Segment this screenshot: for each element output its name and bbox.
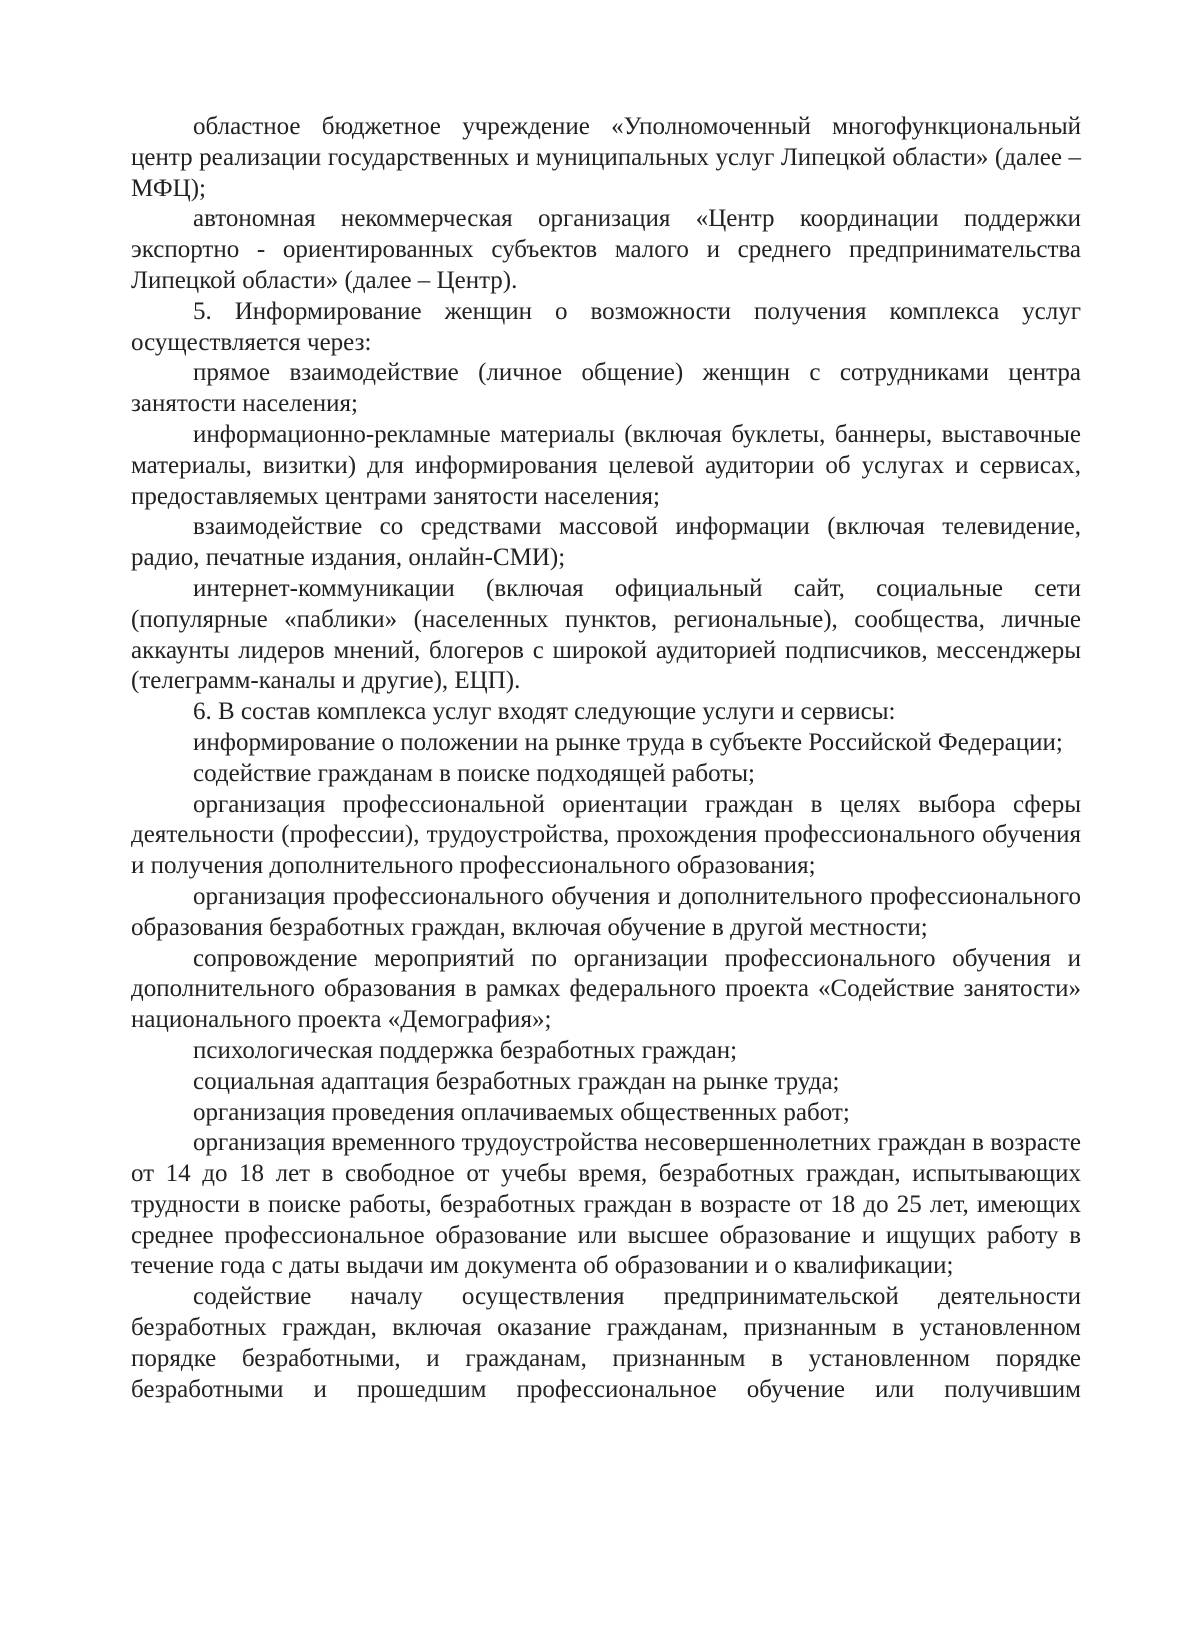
paragraph-internet: интернет-коммуникации (включая официальный сайт, социальные сети (популярные «паблики» (населенных пунктов, региональные), сообщества, личные аккаунты лидеров мнений, блогеров с широкой аудиторией подписчиков, мессенджеры (телеграмм-каналы и другие), ЕЦП). — [131, 574, 1081, 695]
paragraph-training-support: сопровождение мероприятий по организации профессионального обучения и дополнительного образования в рамках федерального проекта «Содействие занятости» национального проекта «Демография»; — [131, 944, 1081, 1034]
paragraph-public-works: организация проведения оплачиваемых общественных работ; — [193, 1098, 850, 1126]
paragraph-ad-materials: информационно-рекламные материалы (включая буклеты, баннеры, выставочные материалы, визитки) для информирования целевой аудитории об услугах и сервисах, предоставляемых центрами занятости населения; — [131, 420, 1081, 510]
paragraph-social-adaptation: социальная адаптация безработных граждан на рынке труда; — [193, 1067, 840, 1095]
paragraph-temporary-employment: организация временного трудоустройства несовершеннолетних граждан в возрасте от 14 до 18 лет в свободное от учебы время, безработных граждан, испытывающих трудности в поиске работы, безработных граждан в возрасте от 18 до 25 лет, имеющих среднее профессиональное образование или высшее образование и ищущих работу в течение года с даты выдачи им документа об образовании и о квалификации; — [131, 1129, 1081, 1280]
paragraph-export-center: автономная некоммерческая организация «Центр координации поддержки экспортно - ориентированных субъектов малого и среднего предпринимательства Липецкой области» (далее – Центр). — [131, 205, 1081, 294]
paragraph-job-search: содействие гражданам в поиске подходящей работы; — [193, 759, 755, 787]
paragraph-career-guidance: организация профессиональной ориентации граждан в целях выбора сферы деятельности (профессии), трудоустройства, прохождения профессионального обучения и получения дополнительного профессионального образования; — [131, 790, 1081, 880]
paragraph-mfc: областное бюджетное учреждение «Уполномоченный многофункциональный центр реализации государственных и муниципальных услуг Липецкой области» (далее – МФЦ); — [131, 113, 1081, 202]
paragraph-mass-media: взаимодействие со средствами массовой информации (включая телевидение, радио, печатные издания, онлайн-СМИ); — [131, 513, 1081, 572]
paragraph-direct-interaction: прямое взаимодействие (личное общение) женщин с сотрудниками центра занятости населения; — [131, 359, 1081, 418]
paragraph-entrepreneurship: содействие началу осуществления предпринимательской деятельности безработных граждан, включая оказание гражданам, признанным в установленном порядке безработными, и гражданам, признанным в установленном порядке безработными и прошедшим профессиональное обучение или получившим — [131, 1283, 1081, 1403]
document-body — [131, 112, 1081, 1405]
paragraph-vocational-training: организация профессионального обучения и дополнительного профессионального образования безработных граждан, включая обучение в другой местности; — [131, 882, 1081, 941]
paragraph-item-6: 6. В состав комплекса услуг входят следующие услуги и сервисы: — [193, 698, 896, 726]
paragraph-labor-market-info: информирование о положении на рынке труда в субъекте Российской Федерации; — [193, 728, 1063, 756]
paragraph-psych-support: психологическая поддержка безработных граждан; — [193, 1036, 738, 1064]
paragraph-item-5: 5. Информирование женщин о возможности получения комплекса услуг осуществляется через: — [131, 297, 1081, 356]
